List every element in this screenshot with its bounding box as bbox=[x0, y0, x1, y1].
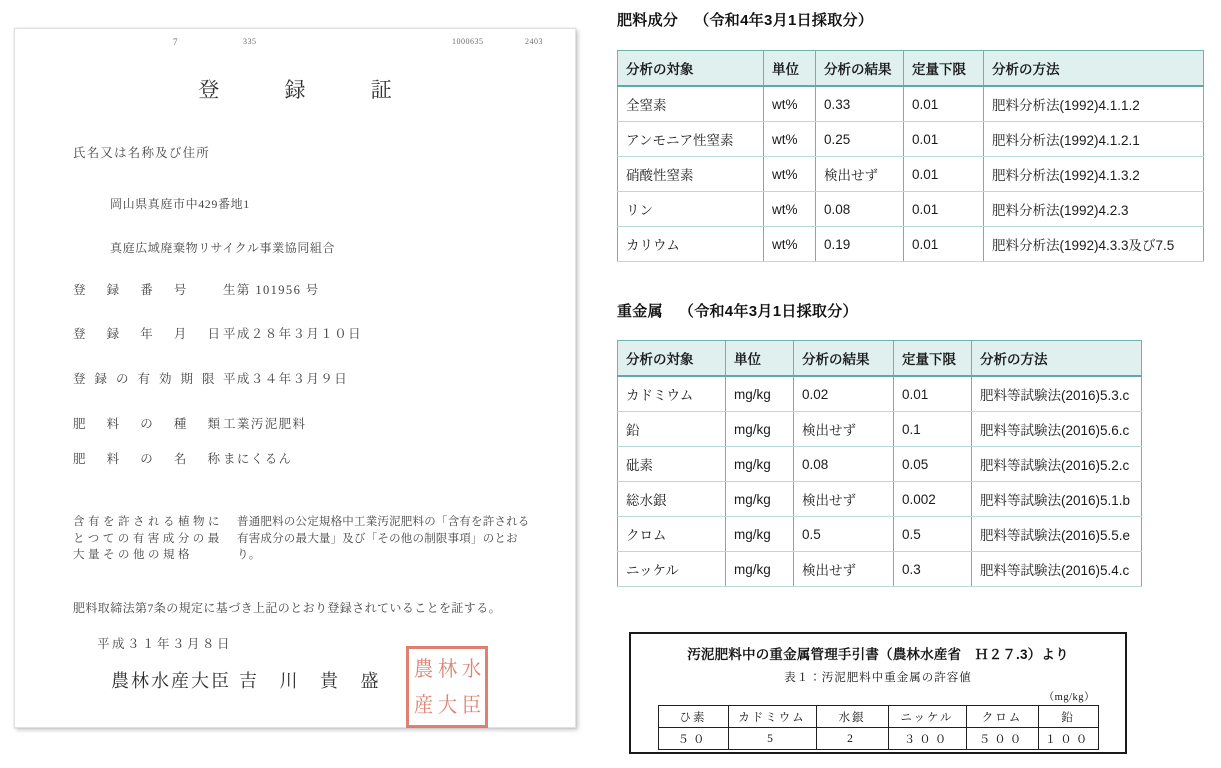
field-value: 平成３４年３月９日 bbox=[223, 372, 349, 386]
applicant-address: 岡山県真庭市中429番地1 bbox=[110, 197, 250, 211]
column-header-method: 分析の方法 bbox=[972, 341, 1142, 377]
cell-result: 検出せず bbox=[794, 482, 894, 517]
guideline-subtitle: 表１：汚泥肥料中重金属の許容値 bbox=[784, 672, 972, 684]
specification-block bbox=[73, 514, 543, 564]
guideline-value-chromium: ５００ bbox=[966, 728, 1038, 750]
column-header-result: 分析の結果 bbox=[794, 341, 894, 377]
column-header-unit: 単位 bbox=[726, 341, 794, 377]
cell-lod: 0.3 bbox=[894, 552, 972, 587]
field-value: 生第 101956 号 bbox=[223, 283, 320, 297]
cell-result: 0.5 bbox=[794, 517, 894, 552]
cell-target: リン bbox=[618, 192, 764, 227]
cell-result: 0.08 bbox=[794, 447, 894, 482]
guideline-value-nickel: ３００ bbox=[888, 728, 966, 750]
cell-target: 総水銀 bbox=[618, 482, 726, 517]
registration-certificate-document bbox=[14, 28, 576, 728]
table-header-row bbox=[618, 51, 1204, 87]
cell-method: 肥料等試験法(2016)5.6.c bbox=[972, 412, 1142, 447]
analysis-results-panel bbox=[613, 0, 1221, 768]
cell-unit: mg/kg bbox=[726, 482, 794, 517]
column-header-result: 分析の結果 bbox=[816, 51, 904, 87]
official-seal-stamp-icon bbox=[406, 646, 488, 728]
cell-result: 検出せず bbox=[816, 157, 904, 192]
cell-result: 0.02 bbox=[794, 376, 894, 412]
column-header-method: 分析の方法 bbox=[984, 51, 1204, 87]
field-value: まにくるん bbox=[223, 452, 293, 466]
top-number-2: 335 bbox=[243, 37, 257, 46]
field-label: 肥 料 の 種 類 bbox=[73, 417, 230, 431]
cell-target: 砒素 bbox=[618, 447, 726, 482]
table-row bbox=[618, 552, 1142, 587]
fertilizer-section-subtitle: （令和4年3月1日採取分） bbox=[694, 12, 874, 29]
cell-method: 肥料等試験法(2016)5.4.c bbox=[972, 552, 1142, 587]
guideline-header-arsenic: ひ素 bbox=[658, 706, 728, 728]
top-number-3: 1000635 bbox=[452, 37, 484, 46]
cell-lod: 0.01 bbox=[904, 86, 984, 122]
seal-char-4: 大 bbox=[437, 692, 457, 717]
cell-method: 肥料分析法(1992)4.1.1.2 bbox=[984, 86, 1204, 122]
cell-method: 肥料分析法(1992)4.3.3及び7.5 bbox=[984, 227, 1204, 262]
guideline-header-chromium: クロム bbox=[966, 706, 1038, 728]
table-row bbox=[618, 86, 1204, 122]
guideline-header-cadmium: カドミウム bbox=[728, 706, 816, 728]
name-address-label: 氏名又は名称及び住所 bbox=[73, 146, 211, 160]
guideline-header-lead: 鉛 bbox=[1038, 706, 1098, 728]
fertilizer-section-title: 肥料成分 bbox=[617, 12, 679, 29]
cell-method: 肥料分析法(1992)4.2.3 bbox=[984, 192, 1204, 227]
cell-unit: wt% bbox=[764, 122, 816, 157]
guideline-value-mercury: 2 bbox=[816, 728, 888, 750]
cell-lod: 0.1 bbox=[894, 412, 972, 447]
cell-method: 肥料等試験法(2016)5.5.e bbox=[972, 517, 1142, 552]
field-expiry-date bbox=[73, 369, 348, 387]
cell-result: 0.25 bbox=[816, 122, 904, 157]
cell-target: ニッケル bbox=[618, 552, 726, 587]
field-label: 登 録 年 月 日 bbox=[73, 327, 230, 341]
cell-target: 全窒素 bbox=[618, 86, 764, 122]
cell-result: 0.19 bbox=[816, 227, 904, 262]
cell-lod: 0.5 bbox=[894, 517, 972, 552]
cell-lod: 0.01 bbox=[894, 376, 972, 412]
column-header-lod: 定量下限 bbox=[894, 341, 972, 377]
column-header-lod: 定量下限 bbox=[904, 51, 984, 87]
heavymetal-section-title: 重金属 bbox=[617, 303, 663, 320]
cell-target: クロム bbox=[618, 517, 726, 552]
cell-unit: wt% bbox=[764, 227, 816, 262]
cell-unit: mg/kg bbox=[726, 376, 794, 412]
guideline-value-arsenic: ５０ bbox=[658, 728, 728, 750]
column-header-target: 分析の対象 bbox=[618, 51, 764, 87]
guideline-unit-label: （mg/kg） bbox=[1043, 692, 1095, 703]
guideline-header-mercury: 水銀 bbox=[816, 706, 888, 728]
table-row bbox=[618, 376, 1142, 412]
cell-result: 0.33 bbox=[816, 86, 904, 122]
cell-unit: wt% bbox=[764, 157, 816, 192]
cell-result: 0.08 bbox=[816, 192, 904, 227]
specification-label: 含有を許される植物にとつての有害成分の最大量その他の規格 bbox=[73, 516, 223, 562]
cell-result: 検出せず bbox=[794, 412, 894, 447]
guideline-value-lead: １００ bbox=[1038, 728, 1098, 750]
guideline-value-row bbox=[658, 728, 1098, 750]
seal-char-1: 林 bbox=[437, 656, 457, 681]
top-number-1: 7 bbox=[173, 37, 178, 47]
cell-lod: 0.002 bbox=[894, 482, 972, 517]
cell-unit: wt% bbox=[764, 86, 816, 122]
table-row bbox=[618, 227, 1204, 262]
guideline-title: 汚泥肥料中の重金属管理手引書（農林水産省 Ｈ２７.3）より bbox=[687, 647, 1069, 662]
cell-unit: mg/kg bbox=[726, 412, 794, 447]
field-fertilizer-type bbox=[73, 414, 306, 432]
seal-char-3: 産 bbox=[413, 692, 433, 717]
table-row bbox=[618, 122, 1204, 157]
field-label: 登録の有効期限 bbox=[73, 372, 224, 386]
cell-unit: mg/kg bbox=[726, 517, 794, 552]
cell-target: カリウム bbox=[618, 227, 764, 262]
cell-lod: 0.01 bbox=[904, 227, 984, 262]
minister-name: 吉 川 貴 盛 bbox=[239, 671, 388, 691]
cell-method: 肥料分析法(1992)4.1.2.1 bbox=[984, 122, 1204, 157]
table-row bbox=[618, 517, 1142, 552]
column-header-unit: 単位 bbox=[764, 51, 816, 87]
applicant-organization: 真庭広域廃棄物リサイクル事業協同組合 bbox=[110, 241, 336, 255]
guideline-header-row bbox=[658, 706, 1098, 728]
cell-method: 肥料等試験法(2016)5.2.c bbox=[972, 447, 1142, 482]
guideline-allowance-table bbox=[658, 705, 1099, 750]
column-header-target: 分析の対象 bbox=[618, 341, 726, 377]
certificate-title: 登 録 証 bbox=[198, 78, 422, 102]
issue-date: 平成３１年３月８日 bbox=[97, 637, 233, 651]
specification-text: 普通肥料の公定規格中工業汚泥肥料の「含有を許される有害成分の最大量」及び「その他の制限事項」のとおり。 bbox=[237, 516, 530, 562]
guideline-header-nickel: ニッケル bbox=[888, 706, 966, 728]
field-registration-number bbox=[73, 280, 320, 298]
cell-target: 硝酸性窒素 bbox=[618, 157, 764, 192]
fertilizer-section-heading bbox=[617, 9, 873, 30]
heavymetal-section-heading bbox=[617, 300, 858, 321]
cell-unit: mg/kg bbox=[726, 552, 794, 587]
cell-target: カドミウム bbox=[618, 376, 726, 412]
cell-lod: 0.01 bbox=[904, 192, 984, 227]
attestation-text: 肥料取締法第7条の規定に基づき上記のとおり登録されていることを証する。 bbox=[73, 601, 502, 615]
cell-result: 検出せず bbox=[794, 552, 894, 587]
heavymetal-section-subtitle: （令和4年3月1日採取分） bbox=[678, 303, 858, 320]
field-label: 肥 料 の 名 称 bbox=[73, 452, 230, 466]
cell-unit: mg/kg bbox=[726, 447, 794, 482]
certificate-top-numbers bbox=[15, 37, 575, 53]
table-row bbox=[618, 412, 1142, 447]
table-header-row bbox=[618, 341, 1142, 377]
cell-unit: wt% bbox=[764, 192, 816, 227]
field-registration-date bbox=[73, 324, 362, 342]
cell-method: 肥料等試験法(2016)5.1.b bbox=[972, 482, 1142, 517]
seal-char-0: 農 bbox=[413, 656, 433, 681]
cell-target: アンモニア性窒素 bbox=[618, 122, 764, 157]
field-label: 登 録 番 号 bbox=[73, 283, 196, 297]
table-row bbox=[618, 447, 1142, 482]
cell-lod: 0.05 bbox=[894, 447, 972, 482]
cell-lod: 0.01 bbox=[904, 122, 984, 157]
cell-method: 肥料分析法(1992)4.1.3.2 bbox=[984, 157, 1204, 192]
field-fertilizer-name bbox=[73, 449, 293, 467]
heavy-metal-analysis-table bbox=[617, 340, 1142, 587]
guideline-reference-box bbox=[629, 632, 1127, 754]
cell-target: 鉛 bbox=[618, 412, 726, 447]
field-value: 工業汚泥肥料 bbox=[223, 417, 307, 431]
fertilizer-analysis-table bbox=[617, 50, 1204, 262]
table-row bbox=[618, 482, 1142, 517]
seal-char-2: 水 bbox=[461, 656, 481, 681]
top-number-4: 2403 bbox=[525, 37, 543, 46]
table-row bbox=[618, 157, 1204, 192]
minister-signature bbox=[111, 667, 388, 693]
table-row bbox=[618, 192, 1204, 227]
cell-lod: 0.01 bbox=[904, 157, 984, 192]
minister-title: 農林水産大臣 bbox=[111, 671, 231, 691]
field-value: 平成２８年３月１０日 bbox=[223, 327, 363, 341]
seal-char-5: 臣 bbox=[461, 692, 481, 717]
cell-method: 肥料等試験法(2016)5.3.c bbox=[972, 376, 1142, 412]
guideline-value-cadmium: 5 bbox=[728, 728, 816, 750]
